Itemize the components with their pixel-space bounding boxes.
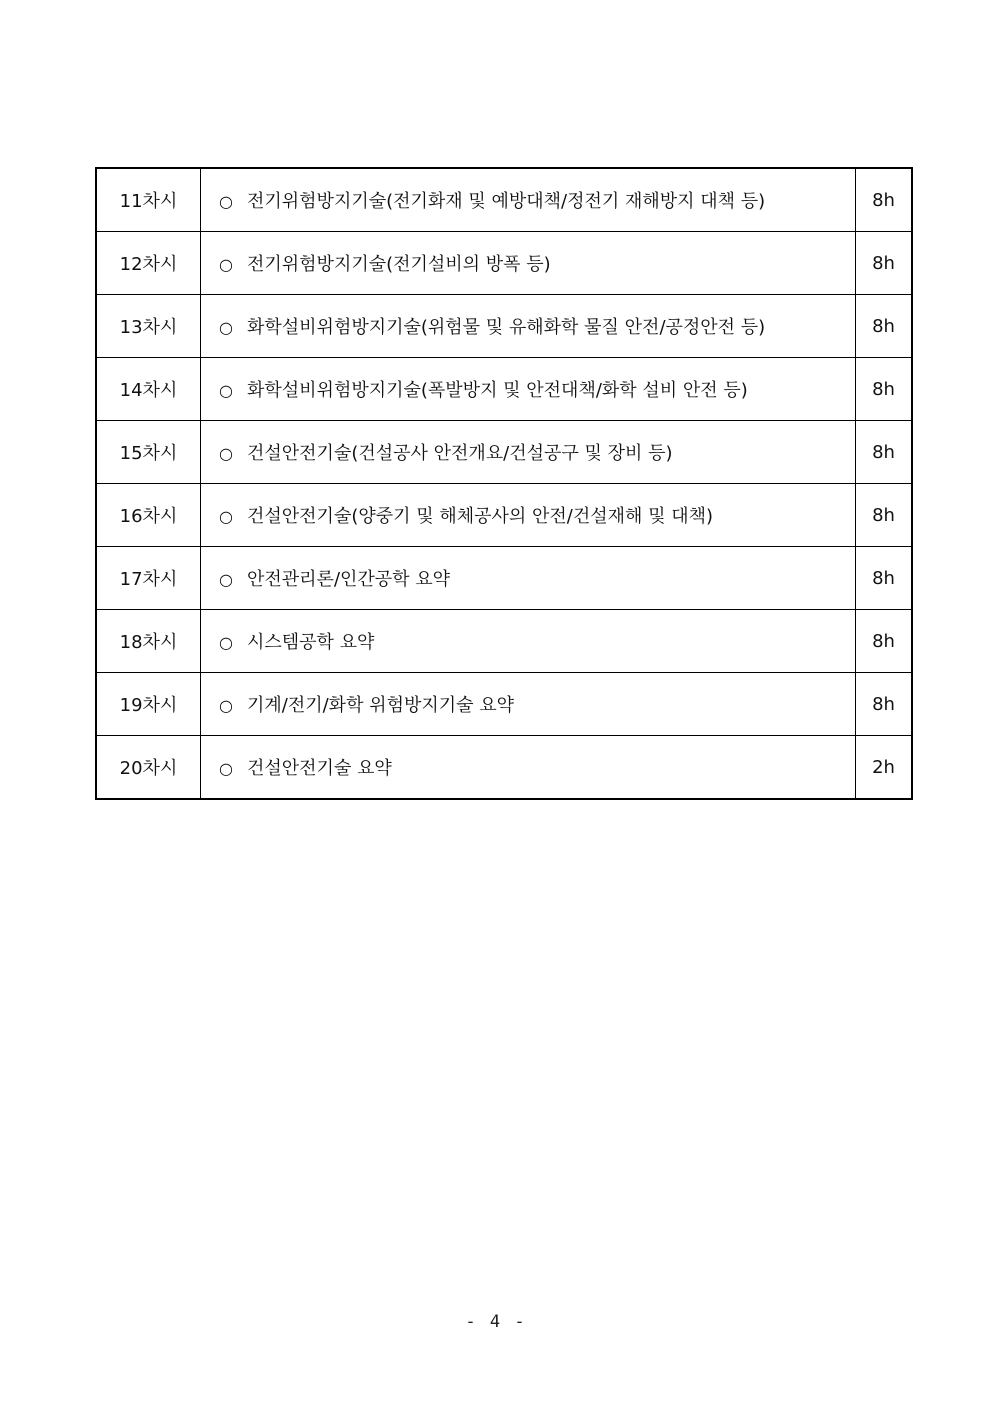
table-row bbox=[96, 358, 912, 421]
content-cell bbox=[201, 421, 856, 484]
session-cell: 19차시 bbox=[96, 673, 201, 736]
circle-bullet-icon: ○ bbox=[219, 192, 233, 211]
circle-bullet-icon: ○ bbox=[219, 507, 233, 526]
table-row bbox=[96, 295, 912, 358]
table-row bbox=[96, 610, 912, 673]
table-row bbox=[96, 673, 912, 736]
circle-bullet-icon: ○ bbox=[219, 696, 233, 715]
hours-cell: 8h bbox=[856, 232, 913, 295]
circle-bullet-icon: ○ bbox=[219, 759, 233, 778]
content-cell bbox=[201, 610, 856, 673]
circle-bullet-icon: ○ bbox=[219, 255, 233, 274]
hours-cell: 2h bbox=[856, 736, 913, 800]
table-row bbox=[96, 421, 912, 484]
hours-cell: 8h bbox=[856, 421, 913, 484]
content-cell bbox=[201, 547, 856, 610]
content-text: 건설안전기술 요약 bbox=[247, 758, 392, 779]
table-row bbox=[96, 547, 912, 610]
hours-cell: 8h bbox=[856, 168, 913, 232]
hours-cell: 8h bbox=[856, 484, 913, 547]
content-text: 전기위험방지기술(전기설비의 방폭 등) bbox=[247, 254, 551, 275]
hours-cell: 8h bbox=[856, 673, 913, 736]
hours-cell: 8h bbox=[856, 547, 913, 610]
circle-bullet-icon: ○ bbox=[219, 381, 233, 400]
content-text: 전기위험방지기술(전기화재 및 예방대책/정전기 재해방지 대책 등) bbox=[247, 191, 766, 212]
content-text: 화학설비위험방지기술(위험물 및 유해화학 물질 안전/공정안전 등) bbox=[247, 317, 766, 338]
content-cell bbox=[201, 358, 856, 421]
content-text: 화학설비위험방지기술(폭발방지 및 안전대책/화학 설비 안전 등) bbox=[247, 380, 748, 401]
content-cell bbox=[201, 168, 856, 232]
circle-bullet-icon: ○ bbox=[219, 633, 233, 652]
content-cell bbox=[201, 232, 856, 295]
content-text: 기계/전기/화학 위험방지기술 요약 bbox=[247, 695, 515, 716]
session-cell: 14차시 bbox=[96, 358, 201, 421]
content-text: 시스템공학 요약 bbox=[247, 632, 375, 653]
table-row bbox=[96, 736, 912, 800]
table-row bbox=[96, 484, 912, 547]
table-row bbox=[96, 168, 912, 232]
session-cell: 17차시 bbox=[96, 547, 201, 610]
curriculum-schedule-table bbox=[95, 167, 913, 800]
session-cell: 18차시 bbox=[96, 610, 201, 673]
content-cell bbox=[201, 484, 856, 547]
session-cell: 16차시 bbox=[96, 484, 201, 547]
content-cell bbox=[201, 295, 856, 358]
content-text: 안전관리론/인간공학 요약 bbox=[247, 569, 451, 590]
session-cell: 11차시 bbox=[96, 168, 201, 232]
session-cell: 20차시 bbox=[96, 736, 201, 800]
hours-cell: 8h bbox=[856, 295, 913, 358]
session-cell: 13차시 bbox=[96, 295, 201, 358]
page-number: - 4 - bbox=[465, 1312, 527, 1332]
circle-bullet-icon: ○ bbox=[219, 444, 233, 463]
content-text: 건설안전기술(건설공사 안전개요/건설공구 및 장비 등) bbox=[247, 443, 673, 464]
table-row bbox=[96, 232, 912, 295]
hours-cell: 8h bbox=[856, 358, 913, 421]
schedule-table-body bbox=[96, 168, 912, 799]
content-cell bbox=[201, 673, 856, 736]
session-cell: 12차시 bbox=[96, 232, 201, 295]
circle-bullet-icon: ○ bbox=[219, 570, 233, 589]
content-text: 건설안전기술(양중기 및 해체공사의 안전/건설재해 및 대책) bbox=[247, 506, 714, 527]
hours-cell: 8h bbox=[856, 610, 913, 673]
circle-bullet-icon: ○ bbox=[219, 318, 233, 337]
session-cell: 15차시 bbox=[96, 421, 201, 484]
content-cell bbox=[201, 736, 856, 800]
